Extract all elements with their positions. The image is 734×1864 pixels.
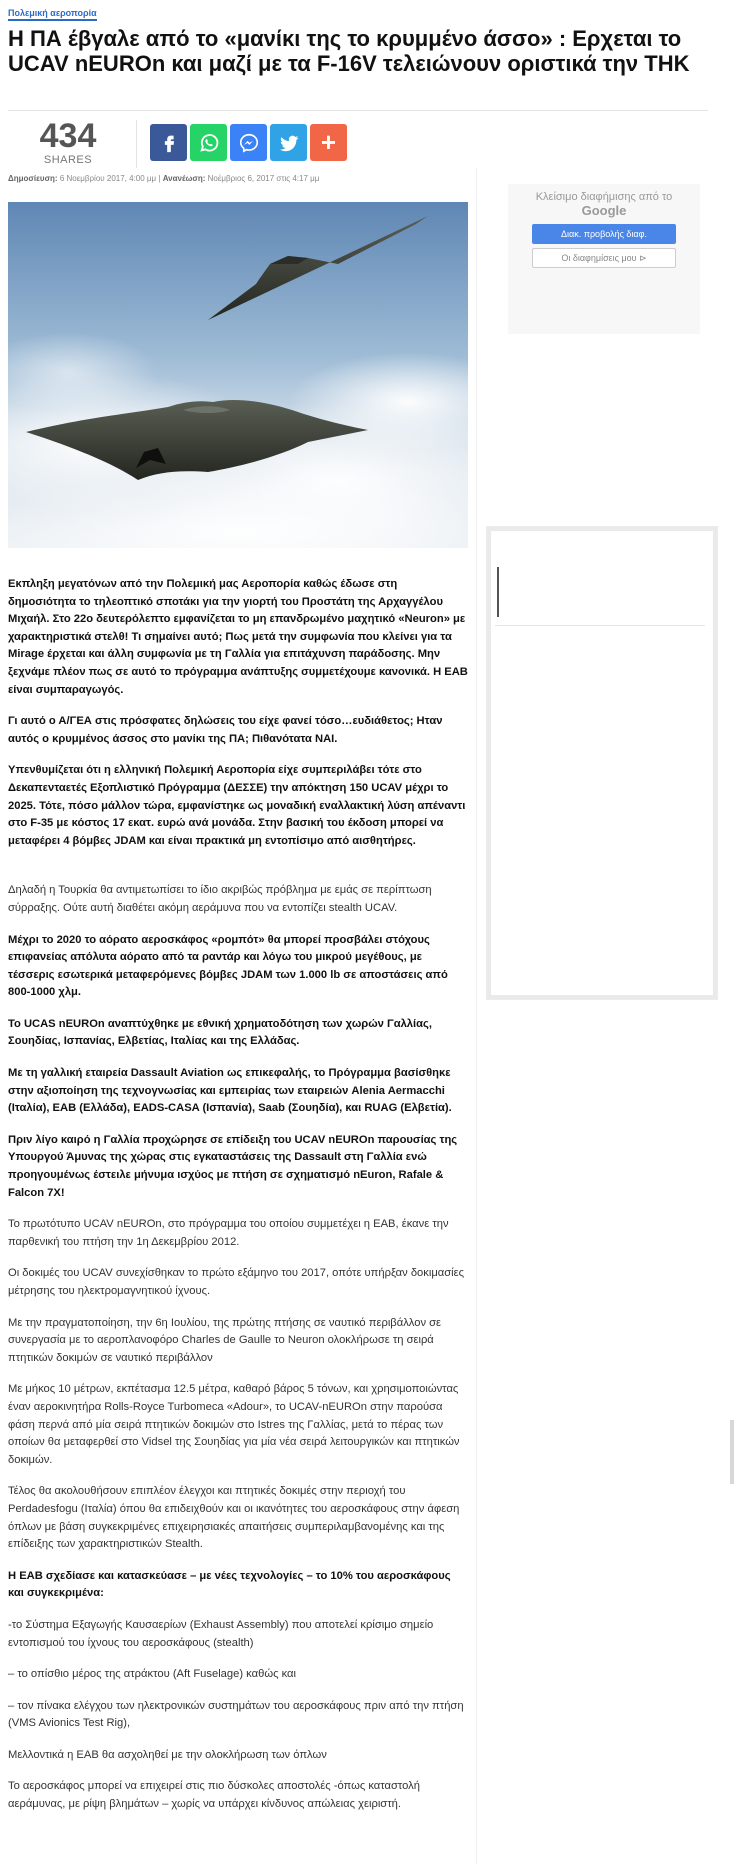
- ad-closed-box: [508, 184, 700, 334]
- paragraph: Γι αυτό ο Α/ΓΕΑ στις πρόσφατες δηλώσεις του είχε φανεί τόσο…ευδιάθετος; Ηταν αυτός ο κρυμμένος άσσος στο μανίκι της ΠΑ; Πιθανότατα ΝΑΙ.: [8, 715, 443, 745]
- share-count-label: SHARES: [43, 154, 93, 166]
- sidebar-ad-frame: [486, 526, 718, 1000]
- paragraph: Το αεροσκάφος μπορεί να επιχειρεί στις πιο δύσκολες αποστολές -όπως καταστολή αεράμυνας, με ρίψη βλημάτων – χωρίς να υπάρχει κίνδυνος απώλειας χειριστή.: [8, 1780, 420, 1811]
- updated-label: Ανανέωση:: [162, 174, 206, 183]
- messenger-icon: [238, 132, 260, 154]
- share-counter: [8, 118, 128, 166]
- loading-marker: [497, 567, 499, 617]
- facebook-share-button[interactable]: [150, 124, 187, 161]
- ad-closed-text: Κλείσιμο διαφήμισης από το: [535, 191, 673, 203]
- whatsapp-share-button[interactable]: [190, 124, 227, 161]
- paragraph: Υπενθυμίζεται ότι η ελληνική Πολεμική Αεροπορία είχε συμπεριλάβει τότε στο Δεκαπενταετές Εξοπλιστικό Πρόγραμμα (ΔΕΣΣΕ) την απόκτηση 150 UCAV μέχρι το 2025. Τότε, πόσο μάλλον τώρα, εμφανίστηκε ως μοναδική εναλλακτική λύση απέναντι στο F-35 με κόστος 17 εκατ. ευρώ ανά μονάδα. Στην βασική του έκδοση μπορεί να μεταφέρει 4 βόμβες JDAM και είναι πρακτικά μη εντοπίσιμο από αισθητήρες.: [8, 764, 466, 847]
- paragraph: Εκπληξη μεγατόνων από την Πολεμική μας Αεροπορία καθώς έδωσε στη δημοσιότητα το τηλεοπτικό σποτάκι για την γιορτή του Προστάτη της Αρχαγγέλου Μιχαήλ. Στο 22ο δευτερόλεπτο εμφανίζεται το μη επανδρωμένο μαχητικό «Neuron» με χαρακτηριστικά στελθ! Τι σημαίνει αυτό; Πως μετά την συμφωνία που κλείνει για τα Mirage έρχεται και άλλη συμφωνία με τη Γαλλία για επιτάχυνση παράδοσης. Μην ξεχνάμε πλέον πως σε αυτό το πρόγραμμα ανάπτυξης συμμετέχουμε κανονικά. Η ΕΑΒ είναι συμπαραγωγός.: [8, 578, 468, 696]
- page-title: Η ΠΑ έβγαλε από το «μανίκι της το κρυμμένο άσσο» : Ερχεται το UCAV nEUROn και μαζί με τα F-16V τελειώνουν οριστικά την ΤΗΚ: [8, 26, 690, 76]
- twitter-share-button[interactable]: [270, 124, 307, 161]
- why-this-ad-button[interactable]: Οι διαφημίσεις μου ⊳: [532, 248, 676, 268]
- twitter-icon: [278, 132, 300, 154]
- paragraph: Πριν λίγο καιρό η Γαλλία προχώρησε σε επίδειξη του UCAV nEUROn παρουσίας της Υπουργού Άμυνας της χώρας στις εγκαταστάσεις της Dassault στη Γαλλία ενώ προηγουμένως έστειλε μήνυμα ισχύος με πτήση σε σχηματισμό nEuron, Rafale & Falcon 7X!: [8, 1133, 458, 1199]
- paragraph: -το Σύστημα Εξαγωγής Καυσαερίων (Exhaust Assembly) που αποτελεί κρίσιμο σημείο εντοπισμού του ίχνους του αεροσκάφους (stealth): [8, 1618, 434, 1649]
- paragraph: Το πρωτότυπο UCAV nEUROn, στο πρόγραμμα του οποίου συμμετέχει η ΕΑΒ, έκανε την παρθενική του πτήση την 1η Δεκεμβρίου 2012.: [8, 1218, 449, 1248]
- paragraph: Η ΕΑΒ σχεδίασε και κατασκεύασε – με νέες τεχνολογίες – το 10% του αεροσκάφους και συγκεκριμένα:: [8, 1569, 451, 1600]
- published-label: Δημοσίευση:: [8, 174, 58, 183]
- article-meta: Δημοσίευση: 6 Νοεμβρίου 2017, 4:00 μμ | Ανανέωση: Νοέμβριος 6, 2017 στις 4:17 μμ: [8, 174, 320, 183]
- category-link[interactable]: Πολεμική αεροπορία: [8, 8, 97, 21]
- article-body: [8, 576, 468, 1828]
- paragraph: Δηλαδή η Τουρκία θα αντιμετωπίσει το ίδιο ακριβώς πρόβλημα με εμάς σε περίπτωση σύρραξης. Ούτε αυτή διαθέτει ακόμη αεράμυνα που να εντοπίζει stealth UCAV.: [8, 884, 432, 914]
- paragraph: – το οπίσθιο μέρος της ατράκτου (Aft Fuselage) καθώς και: [8, 1668, 296, 1681]
- updated-date: Νοέμβριος 6, 2017 στις 4:17 μμ: [207, 174, 320, 183]
- messenger-share-button[interactable]: [230, 124, 267, 161]
- ad-closed-message: [508, 184, 700, 218]
- stop-seeing-ad-button[interactable]: Διακ. προβολής διαφ.: [532, 224, 676, 244]
- paragraph: – τον πίνακα ελέγχου των ηλεκτρονικών συστημάτων του αεροσκάφους πριν από την πτήση (VMS Avionics Test Rig),: [8, 1699, 464, 1730]
- whatsapp-icon: [198, 132, 220, 154]
- hero-image: [8, 202, 468, 548]
- share-buttons: [150, 124, 347, 161]
- scrollbar-thumb[interactable]: [730, 1420, 734, 1484]
- paragraph: Με μήκος 10 μέτρων, εκπέτασμα 12.5 μέτρα, καθαρό βάρος 5 τόνων, και χρησιμοποιώντας έναν αεροκινητήρα Rolls-Royce Turbomeca «Adour», το UCAV-nEUROn στην παρούσα φάση περνά από μία σειρά πτητικών δοκιμών στο Istres της Γαλλίας, μετά το πέρας των οποίων θα μεταφερθεί στο Vidsel της Σουηδίας για μία νέα σειρά λειτουργικών και πτητικών δοκιμών.: [8, 1383, 460, 1466]
- paragraph: Με τη γαλλική εταιρεία Dassault Aviation ως επικεφαλής, το Πρόγραμμα βασίσθηκε στην αξιοποίηση της τεχνογνωσίας και εμπειρίας των εταιρειών Alenia Aermacchi (Ιταλία), ΕΑΒ (Ελλάδα), EADS-CASA (Ισπανία), Saab (Σουηδία), και RUAG (Ελβετία).: [8, 1067, 452, 1115]
- paragraph: Μελλοντικά η ΕΑΒ θα ασχοληθεί με την ολοκλήρωση των όπλων: [8, 1748, 327, 1761]
- divider: [495, 625, 705, 626]
- divider: [8, 110, 708, 111]
- share-count-number: 434: [39, 117, 97, 155]
- more-share-button[interactable]: [310, 124, 347, 161]
- google-logo: Google: [581, 203, 627, 218]
- divider: [136, 120, 137, 168]
- paragraph: Τέλος θα ακολουθήσουν επιπλέον έλεγχοι και πτητικές δοκιμές στην περιοχή του Perdadesfogu (Ιταλία) όπου θα επιδειχθούν και οι ικανότητες του αεροσκάφους στην άφεση όπλων με βάση συγκεκριμένες επιχειρησιακές απαιτήσεις συμπεριλαμβανομένης και της επίδειξης των χαρακτηριστικών Stealth.: [8, 1485, 460, 1551]
- paragraph: Οι δοκιμές του UCAV συνεχίσθηκαν το πρώτο εξάμηνο του 2017, οπότε υπήρξαν δοκιμασίες μέτρησης του ηλεκτρομαγνητικού ίχνους.: [8, 1267, 465, 1297]
- paragraph: Μέχρι το 2020 το αόρατο αεροσκάφος «ρομπότ» θα μπορεί προσβάλει στόχους επιφανείας απόλυτα αόρατο από τα ραντάρ και λόγω του μικρού μεγέθους, με τέσσερις εσωτερικά μεταφερόμενες βόμβες JDAM των 1.000 lb σε αποστάσεις από 800-1000 χλμ.: [8, 933, 448, 999]
- facebook-icon: [158, 132, 180, 154]
- paragraph: Το UCAS nEUROn αναπτύχθηκε με εθνική χρηματοδότηση των χωρών Γαλλίας, Σουηδίας, Ισπανίας, Ελβετίας, Ιταλίας και της Ελλάδας.: [8, 1017, 432, 1048]
- plus-icon: +: [320, 127, 337, 157]
- neuron-drones-image: [8, 202, 468, 548]
- paragraph: Με την πραγματοποίηση, την 6η Ιουλίου, της πρώτης πτήσης σε ναυτικό περιβάλλον σε συνεργασία με το αεροπλανοφόρο Charles de Gaulle το Neuron ολοκλήρωσε τη σειρά πτητικών δοκιμών σε ναυτικό περιβάλλον: [8, 1316, 442, 1364]
- published-date: 6 Νοεμβρίου 2017, 4:00 μμ: [59, 174, 157, 183]
- column-divider: [476, 168, 477, 1864]
